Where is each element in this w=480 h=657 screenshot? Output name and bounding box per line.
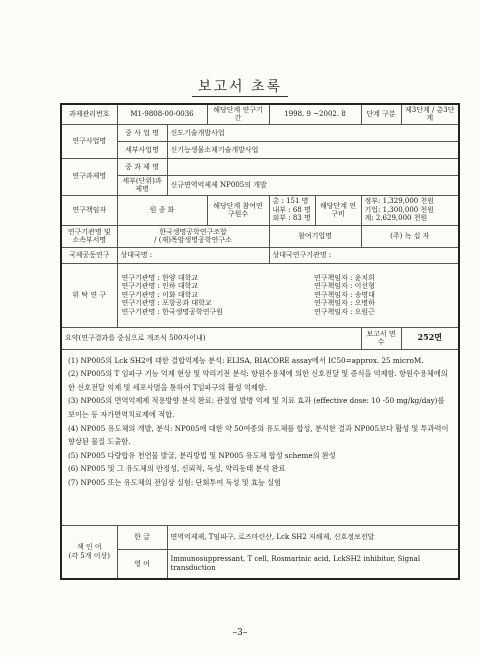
stage-value: 제3단계 / 총3단계 (401, 104, 459, 124)
outsourcing-row: 연구기관명 : 한양 대학교 연구책임자 : 윤치희 (121, 274, 375, 283)
summary-item: (5) NP005 다량합유 천연물 발굴, 분리방법 및 NP005 유도체 합성 scheme의 완성 (68, 450, 336, 460)
period-label: 해당단계 연구기간 (207, 104, 269, 124)
intl-label: 국제공동연구 (61, 247, 117, 263)
institution-value: 한국생명공학연구조합 / (재)목암생명공학연구소 (117, 225, 269, 247)
researchers-count: 총 : 151 명 내부 : 68 명 외부 : 83 명 (269, 195, 315, 225)
sub-program-label: 세부사업명 (117, 141, 167, 158)
outsourcing-row: 연구기관명 : 이화 대학교 연구책임자 : 송명대 (121, 290, 375, 299)
outsourcing-row: 연구기관명 : 포항공과 대학교 연구책임자 : 오병하 (121, 299, 375, 308)
keywords-en: Immunosuppressant, T cell, Rosmarinic acid, LckSH2 inhibitor, Signal transduction (167, 549, 459, 579)
institution-label: 연구기관명 및 소속부서명 (61, 225, 117, 247)
cost-values: 정부: 1,329,000 천원 기업: 1,300,000 천원 계: 2,629,000 천원 (361, 195, 459, 225)
period-value: 1998. 9 ~2002. 8 (269, 104, 361, 124)
sub-task-label: 세부(단위)과제명 (117, 175, 167, 195)
summary-item: (4) NP005 유도체의 개발, 분석: NP005에 대한 약 50여종의 유도체를 합성, 분석한 결과 NP005보다 활성 및 투과력이 향상된 물질 도출함. (68, 423, 449, 447)
sub-task-value: 신규면역억제제 NP005의 개발 (167, 175, 459, 195)
summary-item: (6) NP005 및 그 유도체의 안정성, 신뢰적, 독성, 약리동태 분석 완료 (68, 464, 286, 474)
sub-program-value: 신기능생물소재기술개발사업 (167, 141, 459, 158)
mid-program-label: 중 사 업 명 (117, 124, 167, 141)
intl-country-label: 상대국명 : (117, 247, 269, 263)
manager-label: 연구책임자 (61, 195, 117, 225)
keywords-label: 색 인 어 (각 5개 이상) (61, 525, 117, 579)
summary-item: (3) NP005의 면역억제제 적용방향 분석 완료: 관절염 발병 억제 및 치료 효과 (effective dose: 10 -50 mg/kg/day)를 보이는 등 자가면역치료제에 적합. (68, 396, 445, 419)
keywords-en-label: 영 어 (117, 549, 167, 579)
project-no-label: 과제관리번호 (61, 104, 117, 124)
program-label: 연구사업명 (61, 124, 117, 158)
outsourcing-list (117, 263, 459, 327)
mid-task-label: 중 과 제 명 (117, 158, 167, 175)
outsourcing-row: 연구기관명 : 한국생명공학연구원 연구책임자 : 오원근 (121, 307, 375, 316)
report-title: 보고서 초록 (0, 76, 480, 96)
researchers-label: 해당단계 참여연구원수 (207, 195, 269, 225)
task-label: 연구과제명 (61, 158, 117, 195)
intl-inst-label: 상대국연구기관명 : (269, 247, 459, 263)
summary-item: (1) NP005의 Lck SH2에 대한 결합억제능 분석: ELISA, BIACORE assay에서 IC50=approx. 25 microM. (68, 355, 424, 365)
project-no: M1-9808-00-0036 (117, 104, 207, 124)
keywords-ko: 면역억제제, T임파구, 로즈마린산, Lck SH2 저해제, 신호정보전달 (167, 525, 459, 549)
page-number: –3– (232, 628, 248, 638)
report-abstract-table (60, 103, 460, 580)
summary-item: (7) NP005 또는 유도체의 전임상 실험: 단회투여 독성 및 효능 실험 (68, 477, 282, 487)
pages-value: 252면 (401, 327, 459, 349)
mid-task-value (167, 158, 459, 175)
summary-label: 요약(연구결과를 중심으로 개조식 500자이내) (61, 327, 361, 349)
cost-label: 해당단계 연구비 (315, 195, 361, 225)
outsourcing-row: 연구기관명 : 인하 대학교 연구책임자 : 이선형 (121, 282, 375, 291)
company-value: (주) 녹 십 자 (361, 225, 459, 247)
manager-name: 원 종 화 (117, 195, 207, 225)
company-label: 참여기업명 (269, 225, 361, 247)
keywords-ko-label: 한 글 (117, 525, 167, 549)
outsourcing-label: 위 탁 연 구 (61, 263, 117, 327)
summary-item: (2) NP005의 T 임파구 기능 억제 현상 및 약리기전 분석: 항원수용체에 의한 신호전달 및 증식을 억제함. 항원수용체에의한 신호전달 억제 및 세포사멸을 통하여 T임파구의 활성 억제함. (68, 369, 448, 392)
summary-body (61, 349, 459, 525)
pages-label: 보고서 면수 (361, 327, 401, 349)
stage-label: 단계 구분 (361, 104, 401, 124)
mid-program-value: 신도기술개발사업 (167, 124, 459, 141)
